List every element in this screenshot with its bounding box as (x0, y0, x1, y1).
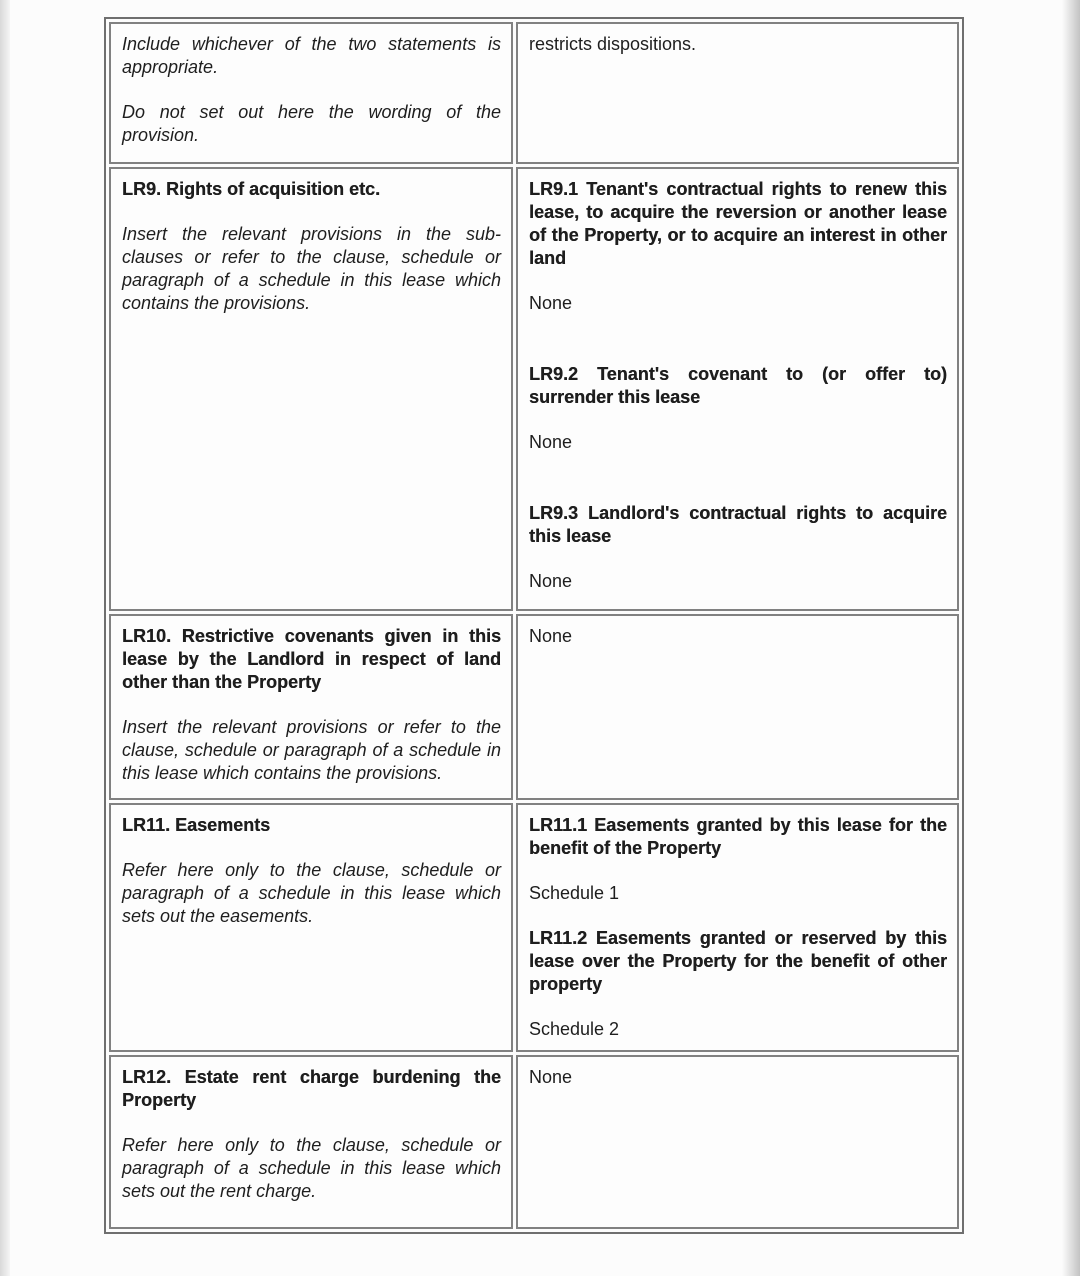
guidance-note: Refer here only to the clause, schedule or paragraph of a schedule in this lease which sets out the easements. (122, 860, 501, 926)
entry-cell (516, 614, 959, 800)
lr-clauses-table (104, 17, 964, 1234)
subclause-heading-lr9-3: LR9.3 Landlord's contractual rights to acquire this lease (529, 503, 947, 546)
table-row-lr10 (109, 614, 959, 800)
clause-heading-lr11: LR11. Easements (122, 815, 271, 835)
guidance-note: Insert the relevant provisions or refer to the clause, schedule or paragraph of a schedule in this lease which contains the provisions. (122, 717, 501, 783)
subclause-heading-lr9-1: LR9.1 Tenant's contractual rights to renew this lease, to acquire the reversion or another lease of the Property, or to acquire an interest in other land (529, 179, 947, 268)
subclause-heading-lr11-2: LR11.2 Easements granted or reserved by this lease over the Property for the benefit of other property (529, 928, 947, 994)
subclause-heading-lr9-2: LR9.2 Tenant's covenant to (or offer to) surrender this lease (529, 364, 947, 407)
clause-heading-lr12: LR12. Estate rent charge burdening the Property (122, 1067, 501, 1110)
table-row-lr11 (109, 803, 959, 1052)
entry-value: None (529, 432, 573, 452)
guidance-cell (109, 614, 513, 800)
guidance-cell (109, 22, 513, 164)
entry-cell (516, 167, 959, 611)
entry-cell (516, 803, 959, 1052)
clause-heading-lr10: LR10. Restrictive covenants given in this lease by the Landlord in respect of land other than the Property (122, 626, 501, 692)
entry-value: None (529, 626, 573, 646)
guidance-cell (109, 803, 513, 1052)
entry-cell (516, 1055, 959, 1229)
entry-value: restricts dispositions. (529, 34, 697, 54)
entry-value: Schedule 2 (529, 1019, 620, 1039)
entry-value: None (529, 1067, 573, 1087)
table-row-continuation (109, 22, 959, 164)
entry-value: Schedule 1 (529, 883, 620, 903)
page-edge-left (0, 0, 10, 1276)
table-row-lr12 (109, 1055, 959, 1229)
page-edge-right (1062, 0, 1080, 1276)
subclause-heading-lr11-1: LR11.1 Easements granted by this lease for the benefit of the Property (529, 815, 947, 858)
guidance-note: Do not set out here the wording of the provision. (122, 102, 501, 145)
entry-value: None (529, 293, 573, 313)
guidance-cell (109, 167, 513, 611)
table-row-lr9 (109, 167, 959, 611)
clause-heading-lr9: LR9. Rights of acquisition etc. (122, 179, 381, 199)
guidance-note: Insert the relevant provisions in the sub-clauses or refer to the clause, schedule or paragraph of a schedule in this lease which contains the provisions. (122, 224, 501, 313)
guidance-cell (109, 1055, 513, 1229)
entry-value: None (529, 571, 573, 591)
guidance-note: Include whichever of the two statements is appropriate. (122, 34, 501, 77)
entry-cell (516, 22, 959, 164)
guidance-note: Refer here only to the clause, schedule or paragraph of a schedule in this lease which sets out the rent charge. (122, 1135, 501, 1201)
